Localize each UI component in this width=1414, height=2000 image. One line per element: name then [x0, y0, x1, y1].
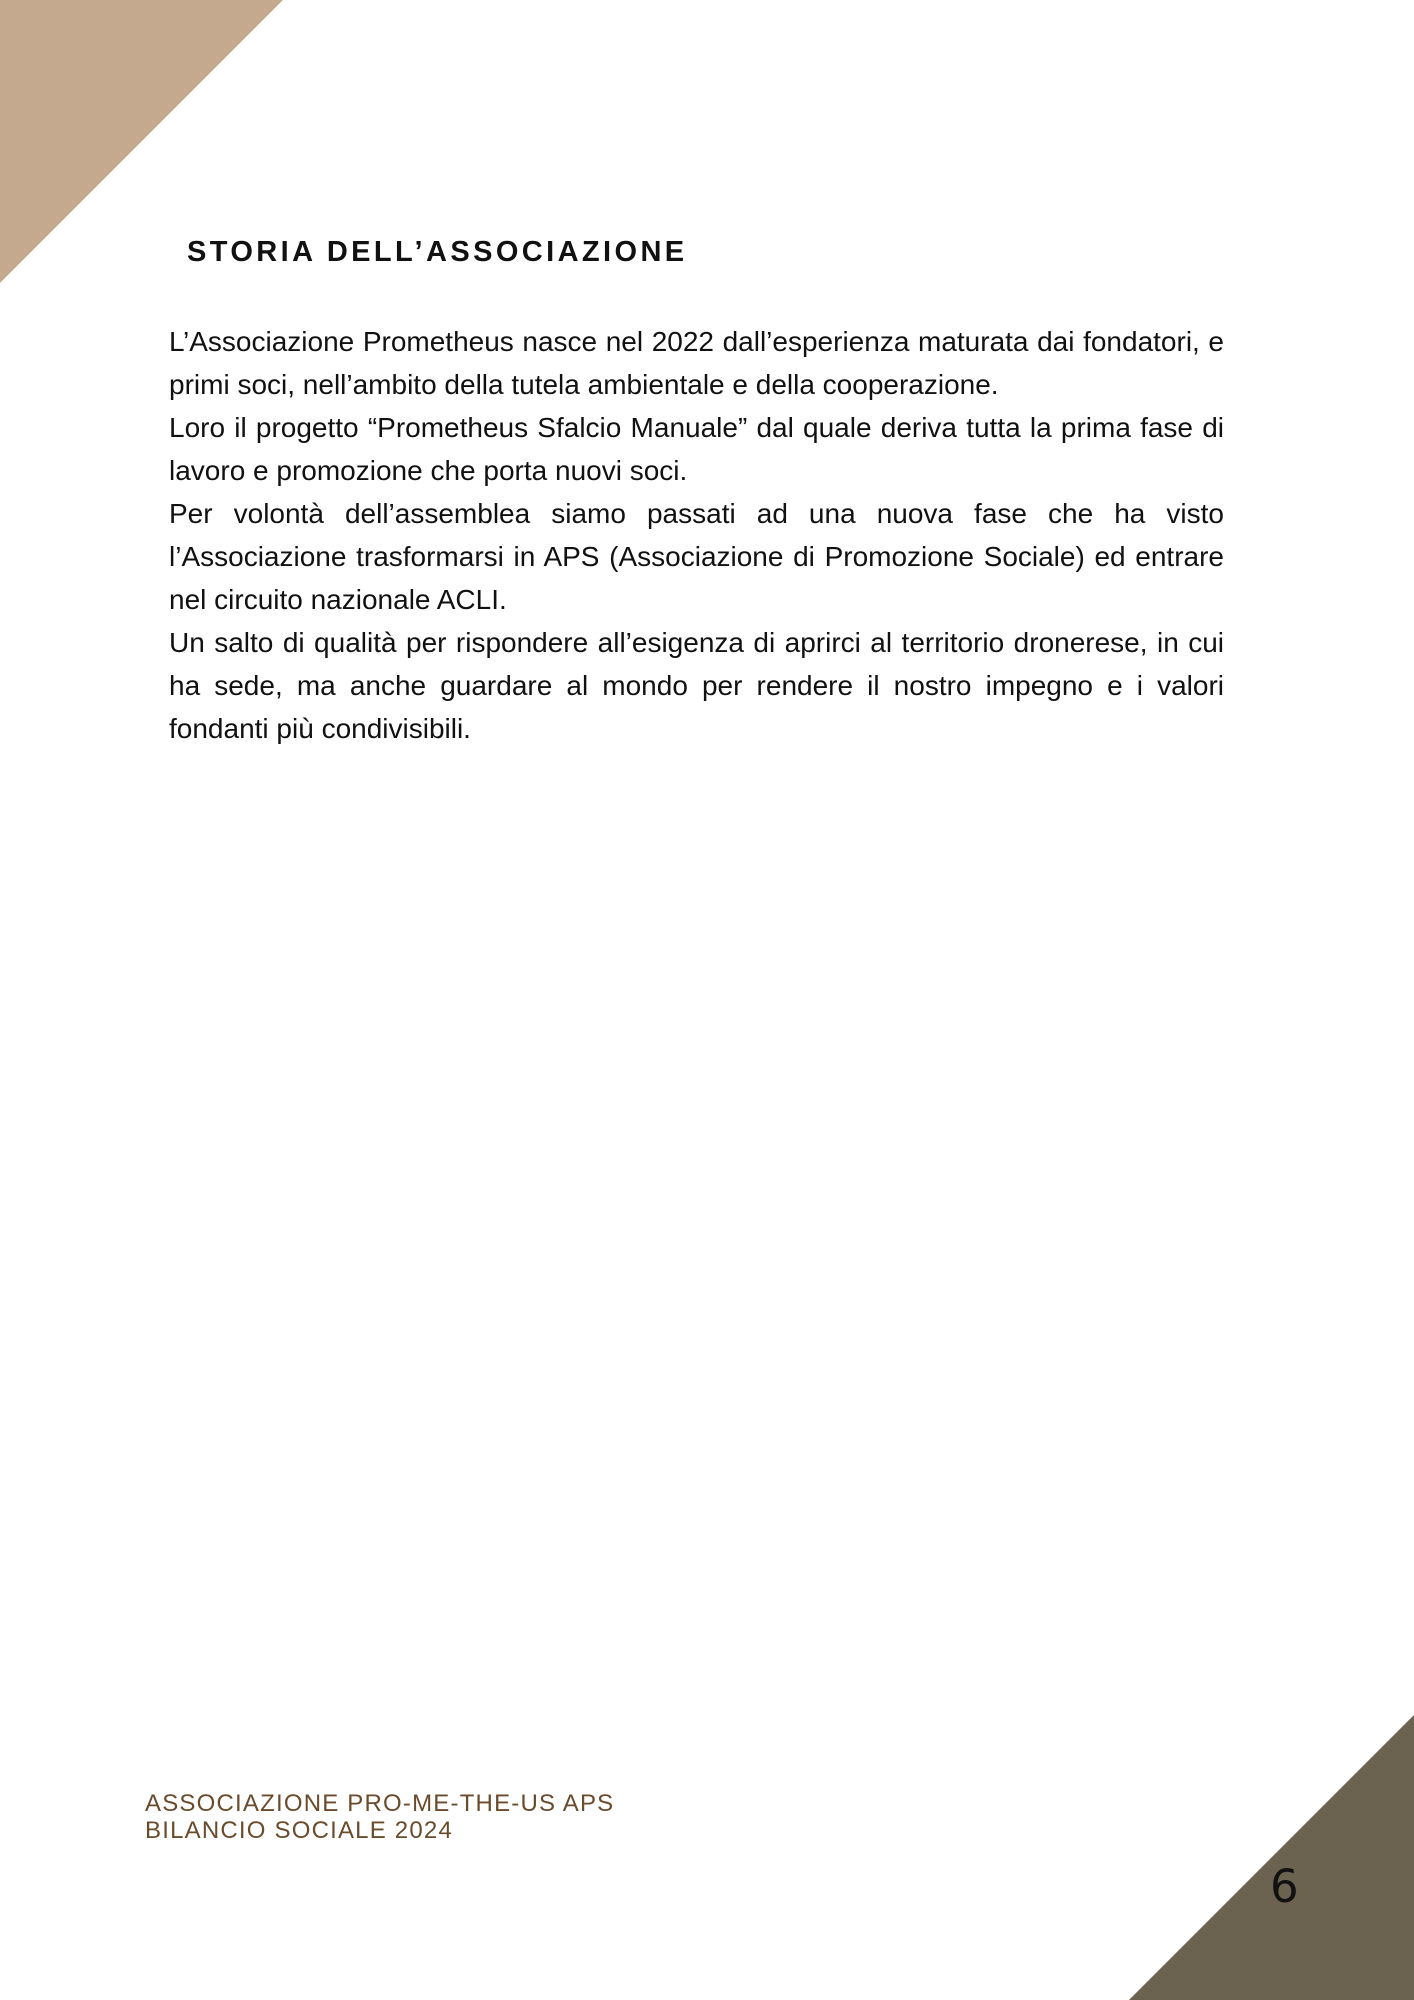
footer-document-title: BILANCIO SOCIALE 2024 — [145, 1817, 453, 1844]
paragraph: L’Associazione Prometheus nasce nel 2022 dall’esperienza maturata dai fondatori, e primi soci, nell’ambito della tutela ambientale e della cooperazione. — [169, 326, 1224, 400]
section-title: STORIA DELL’ASSOCIAZIONE — [187, 236, 688, 268]
paragraph: Loro il progetto “Prometheus Sfalcio Manuale” dal quale deriva tutta la prima fase di lavoro e promozione che porta nuovi soci. — [169, 412, 1224, 486]
paragraph: Per volontà dell’assemblea siamo passati ad una nuova fase che ha visto l’Associazione trasformarsi in APS (Associazione di Promozione Sociale) ed entrare nel circuito nazionale ACLI. — [169, 498, 1224, 615]
decorative-corner-bottom-right — [1129, 1715, 1414, 2000]
paragraph: Un salto di qualità per rispondere all’esigenza di aprirci al territorio dronerese, in cui ha sede, ma anche guardare al mondo per rendere il nostro impegno e i valori fondanti più condivisibili. — [169, 627, 1224, 744]
page-number: 6 — [1270, 1860, 1299, 1913]
footer — [145, 1790, 614, 1844]
body-text — [169, 320, 1224, 750]
footer-organization: ASSOCIAZIONE PRO-ME-THE-US APS — [145, 1790, 615, 1817]
